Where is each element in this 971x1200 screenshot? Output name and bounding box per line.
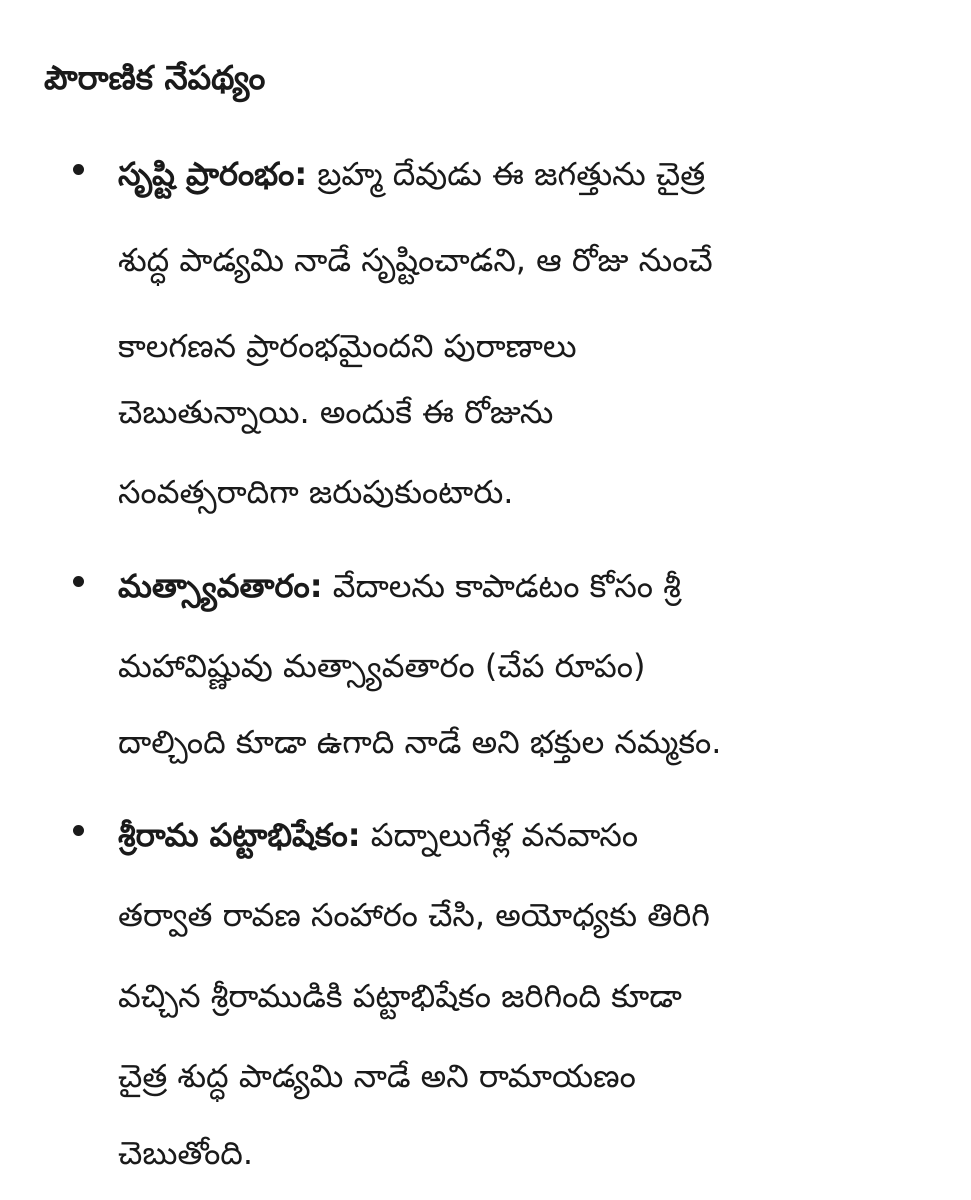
bullet-icon xyxy=(73,825,84,836)
item-line: చెబుతోంది. xyxy=(118,1134,254,1172)
item-line xyxy=(118,543,681,629)
item-line: తర్వాత రావణ సంహారం చేసి, అయోధ్యకు తిరిగి xyxy=(118,896,710,934)
bullet-icon xyxy=(73,576,84,587)
item-lead: సృష్టి ప్రారంభం: xyxy=(118,155,308,193)
item-text: బ్రహ్మ దేవుడు ఈ జగత్తును చైత్ర xyxy=(307,155,706,193)
item-line: దాల్చింది కూడా ఉగాది నాడే అని భక్తుల నమ్మకం. xyxy=(118,723,722,761)
item-line: చెబుతున్నాయి. అందుకే ఈ రోజును xyxy=(118,393,554,431)
section-heading: పౌరాణిక నేపథ్యం xyxy=(44,58,266,97)
bullet-icon xyxy=(73,164,84,175)
item-line xyxy=(118,792,638,878)
item-lead: శ్రీరామ పట్టాభిషేకం: xyxy=(118,816,361,854)
item-text: వేదాలను కాపాడటం కోసం శ్రీ xyxy=(322,567,681,605)
item-lead: మత్స్యావతారం: xyxy=(118,567,323,605)
item-text: పద్నాలుగేళ్ల వనవాసం xyxy=(360,816,639,854)
item-line: మహావిష్ణువు మత్స్యావతారం (చేప రూపం) xyxy=(118,647,646,685)
item-line: శుద్ధ పాడ్యమి నాడే సృష్టించాడని, ఆ రోజు నుంచే xyxy=(118,241,713,279)
item-line: కాలగణన ప్రారంభమైందని పురాణాలు xyxy=(118,327,577,365)
item-line: చైత్ర శుద్ధ పాడ్యమి నాడే అని రామాయణం xyxy=(118,1057,636,1095)
item-line: వచ్చిన శ్రీరాముడికి పట్టాభిషేకం జరిగింది కూడా xyxy=(118,977,682,1015)
item-line xyxy=(118,131,705,217)
item-line: సంవత్సరాదిగా జరుపుకుంటారు. xyxy=(118,473,514,511)
